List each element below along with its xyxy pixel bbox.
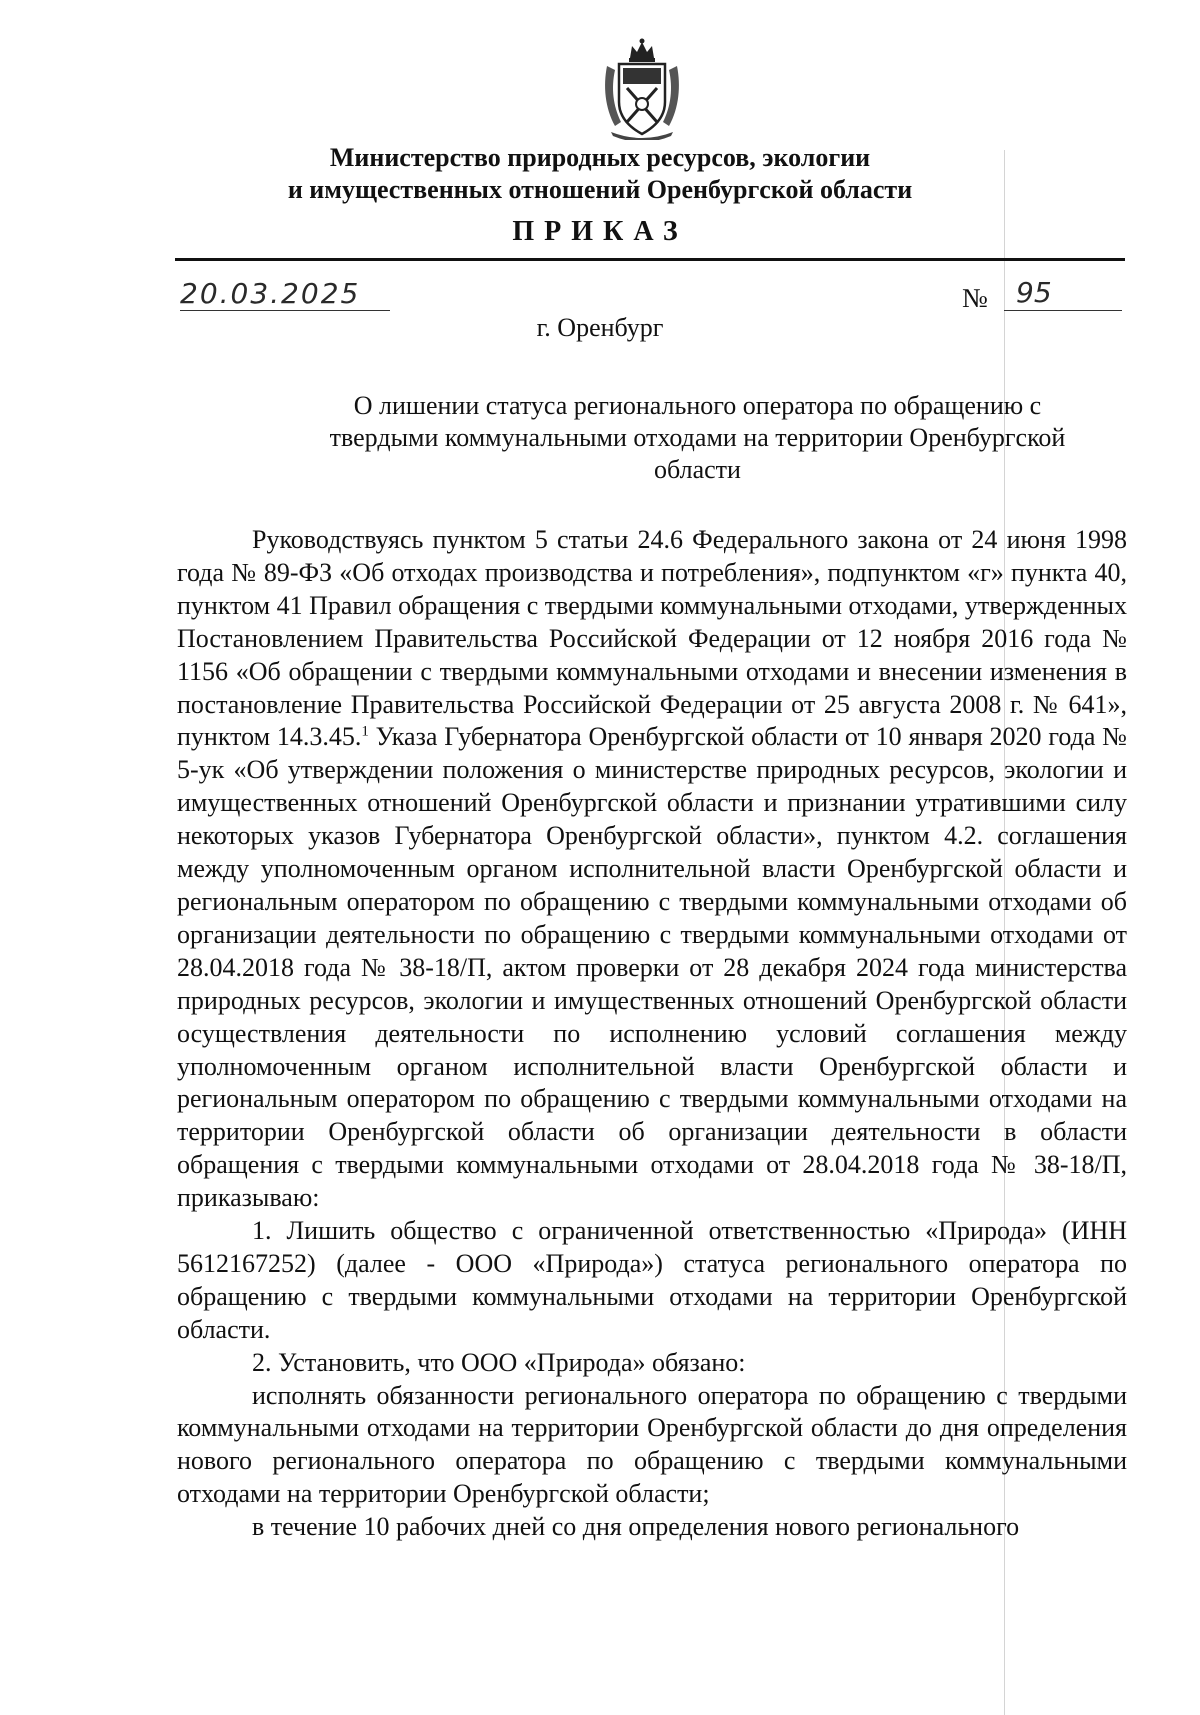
footnote-marker: 1	[361, 723, 369, 740]
city-name: г. Оренбург	[536, 313, 664, 342]
item-2-obligation-b: в течение 10 рабочих дней со дня определения нового регионального	[252, 1512, 1020, 1542]
header-divider	[175, 258, 1125, 261]
coat-of-arms-emblem	[601, 36, 683, 140]
preamble-paragraph	[177, 524, 1127, 1215]
ministry-name-line1: Министерство природных ресурсов, экологии	[329, 143, 871, 172]
item-2-obligation-a: исполнять обязанности регионального оператора по обращению с твердыми коммунальными отходами на территории Оренбургской области до дня определения нового регионального оператора по обращению с твердыми коммунальными отходами на территории Оренбургской области;	[177, 1380, 1127, 1509]
handwritten-date: 20.03.2025	[180, 278, 390, 311]
subject-line-2: твердыми коммунальными отходами на территории Оренбургской	[329, 423, 1066, 452]
handwritten-order-number: 95	[1004, 276, 1122, 311]
item-1-paragraph: 1. Лишить общество с ограниченной ответственностью «Природа» (ИНН 5612167252) (далее - ООО «Природа») статуса регионального оператора по обращению с твердыми коммунальными отходами на территории Оренбургской области.	[177, 1216, 1127, 1344]
document-body	[177, 524, 1127, 1544]
subject-line-1: О лишении статуса регионального оператора по обращению с	[353, 391, 1042, 420]
preamble-text-part1: Руководствуясь пунктом 5 статьи 24.6 Федерального закона от 24 июня 1998 года № 89-ФЗ «Об отходах производства и потребления», подпунктом «г» пункта 40, пунктом 41 Правил обращения с твердыми коммунальными отходами, утвержденных Постановлением Правительства Российской Федерации от 12 ноября 2016 года № 1156 «Об обращении с твердыми коммунальными отходами и внесении изменения в постановление Правительства Российской Федерации от 25 августа 2008 г. № 641», пунктом 14.3.45.	[177, 525, 1127, 752]
item-2-paragraph: 2. Установить, что ООО «Природа» обязано:	[252, 1347, 746, 1377]
number-label: №	[962, 283, 988, 313]
preamble-text-part2: Указа Губернатора Оренбургской области от 10 января 2020 года № 5-ук «Об утверждении положения о министерстве природных ресурсов, экологии и имущественных отношений Оренбургской области и признании утратившими силу некоторых указов Губернатора Оренбургской области», пунктом 4.2. соглашения между уполномоченным органом исполнительной власти Оренбургской области и региональным оператором по обращению с твердыми коммунальными отходами об организации деятельности по обращению с твердыми коммунальными отходами от 28.04.2018 года № 38-18/П, актом проверки от 28 декабря 2024 года министерства природных ресурсов, экологии и имущественных отношений Оренбургской области осуществления деятельности по исполнению условий соглашения между уполномоченным органом исполнительной власти Оренбургской области и региональным оператором по обращению с твердыми коммунальными отходами на территории Оренбургской области об организации деятельности в области обращения с твердыми коммунальными отходами от 28.04.2018 года № 38-18/П, приказываю:	[177, 722, 1127, 1213]
subject-line-3: области	[654, 455, 741, 484]
document-type-title: ПРИКАЗ	[512, 216, 688, 247]
ministry-name-line2: и имущественных отношений Оренбургской области	[287, 175, 913, 204]
